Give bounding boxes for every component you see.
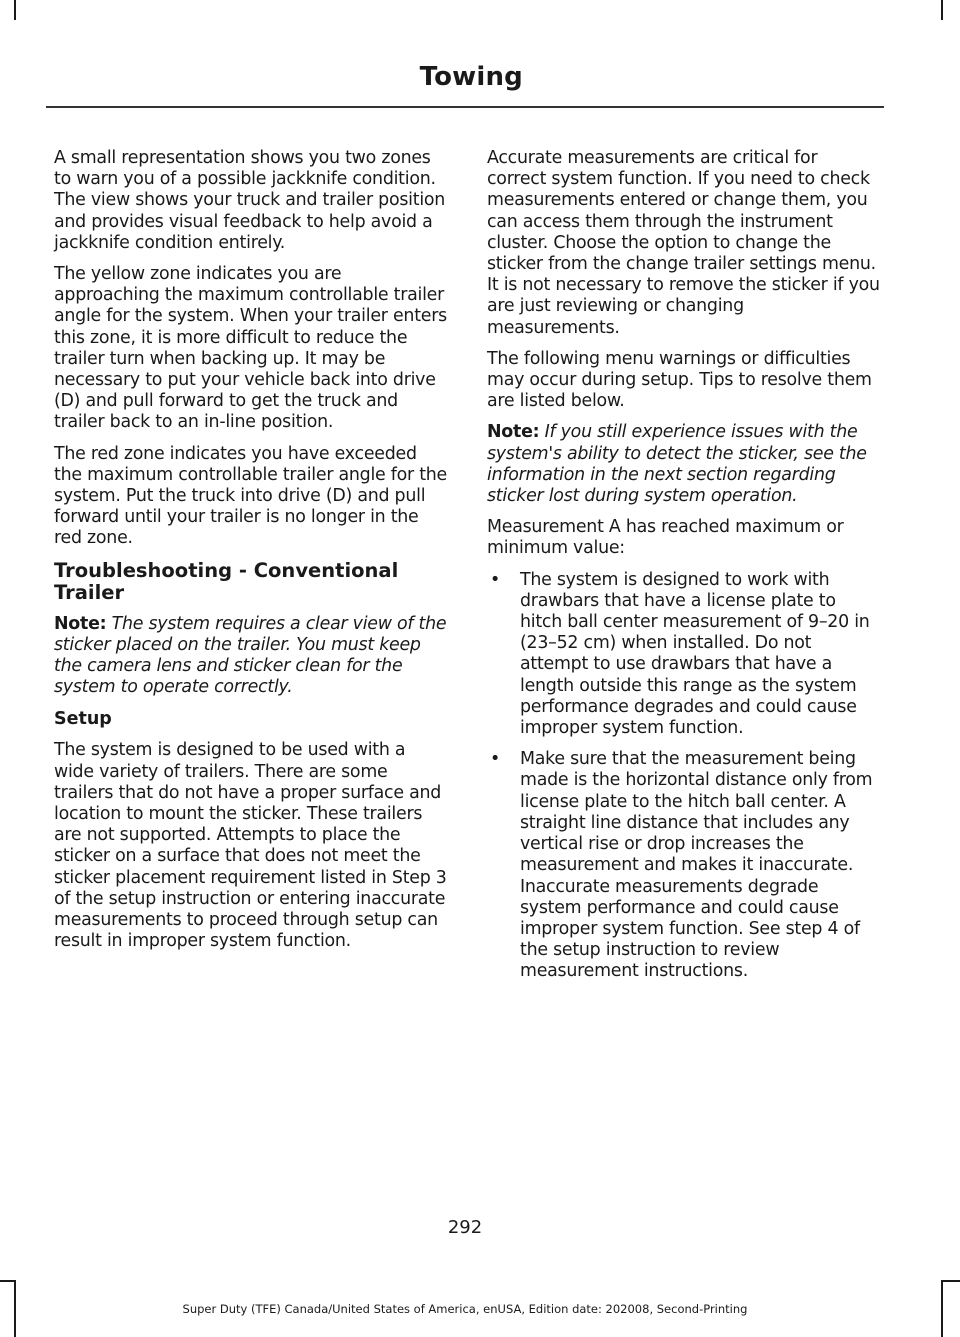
note-text: The system requires a clear view of the sticker placed on the trailer. You must keep the camera lens and sticker clean for the system to operate correctly. — [54, 613, 447, 698]
list-item-text: Make sure that the measurement being made is the horizontal distance only from license plate to the hitch ball center. A straight line distance that includes any vertical rise or drop increases the measurement and makes it inaccurate. Inaccurate measurements degrade system performance and could cause improper system function. See step 4 of the setup instruction to review measurement instructions. — [520, 749, 873, 982]
paragraph-yellow-zone: The yellow zone indicates you are approaching the maximum controllable trailer angle for the system. When your trailer enters this zone, it is more difficult to reduce the trailer turn when backing up. It may be necessary to put your vehicle back into drive (D) and pull forward to get the truck and trailer back to an in-line position. — [54, 264, 447, 433]
paragraph-menu-warnings: The following menu warnings or difficulties may occur during setup. Tips to resolve them are listed below. — [487, 348, 872, 412]
right-column — [487, 148, 881, 993]
crop-mark-bottom-right-h — [941, 1280, 960, 1282]
list-item — [487, 749, 881, 982]
footer-text: Super Duty (TFE) Canada/United States of America, enUSA, Edition date: 202008, Second-Printing — [182, 1302, 748, 1316]
crop-mark-bottom-right — [941, 1280, 943, 1337]
bullet-glyph: • — [490, 749, 501, 770]
note-sticker — [487, 422, 881, 507]
crop-mark-bottom-left-h — [0, 1280, 16, 1282]
page-title: Towing — [419, 62, 523, 92]
list-item-text: The system is designed to work with drawbars that have a license plate to hitch ball center measurement of 9–20 in (23–52 cm) when installed. Do not attempt to use drawbars that have a length outside this range as the system performance degrades and could cause improper system function. — [520, 569, 870, 739]
title-rule — [46, 106, 884, 108]
paragraph-red-zone: The red zone indicates you have exceeded the maximum controllable trailer angle for the system. Put the truck into drive (D) and pull forward until your trailer is no longer in the red zone. — [54, 443, 448, 549]
section-heading: Troubleshooting - Conventional Trailer — [54, 558, 399, 604]
note-label: Note: — [487, 422, 540, 443]
note-label: Note: — [54, 613, 107, 634]
list-item — [487, 570, 881, 740]
subsection-heading-setup: Setup — [54, 709, 112, 730]
note-camera — [54, 614, 448, 699]
page-number: 292 — [447, 1217, 483, 1238]
crop-mark-top-left — [14, 0, 16, 20]
paragraph-jackknife-zones: A small representation shows you two zones to warn you of a possible jackknife condition. The view shows your truck and trailer position and provides visual feedback to help avoid a jackknife condition entirely. — [54, 148, 446, 253]
paragraph-measurement-a: Measurement A has reached maximum or minimum value: — [487, 517, 844, 559]
bullet-glyph: • — [490, 569, 501, 590]
bullet-list — [487, 570, 881, 983]
crop-mark-top-right — [941, 0, 943, 20]
note-text: If you still experience issues with the system's ability to detect the sticker, see the information in the next section regarding sticker lost during system operation. — [487, 422, 867, 507]
paragraph-accurate-measurements: Accurate measurements are critical for correct system function. If you need to check measurements entered or change them, you can access them through the instrument cluster. Choose the option to change the sticker from the change trailer settings menu. It is not necessary to remove the sticker if you are just reviewing or changing measurements. — [487, 148, 880, 338]
left-column — [54, 148, 448, 963]
paragraph-setup: The system is designed to be used with a wide variety of trailers. There are some trailers that do not have a proper surface and location to mount the sticker. These trailers are not supported. Attempts to place the sticker on a surface that does not meet the sticker placement requirement listed in Step 3 of the setup instruction or entering inaccurate measurements to proceed through setup can result in improper system function. — [54, 740, 447, 952]
